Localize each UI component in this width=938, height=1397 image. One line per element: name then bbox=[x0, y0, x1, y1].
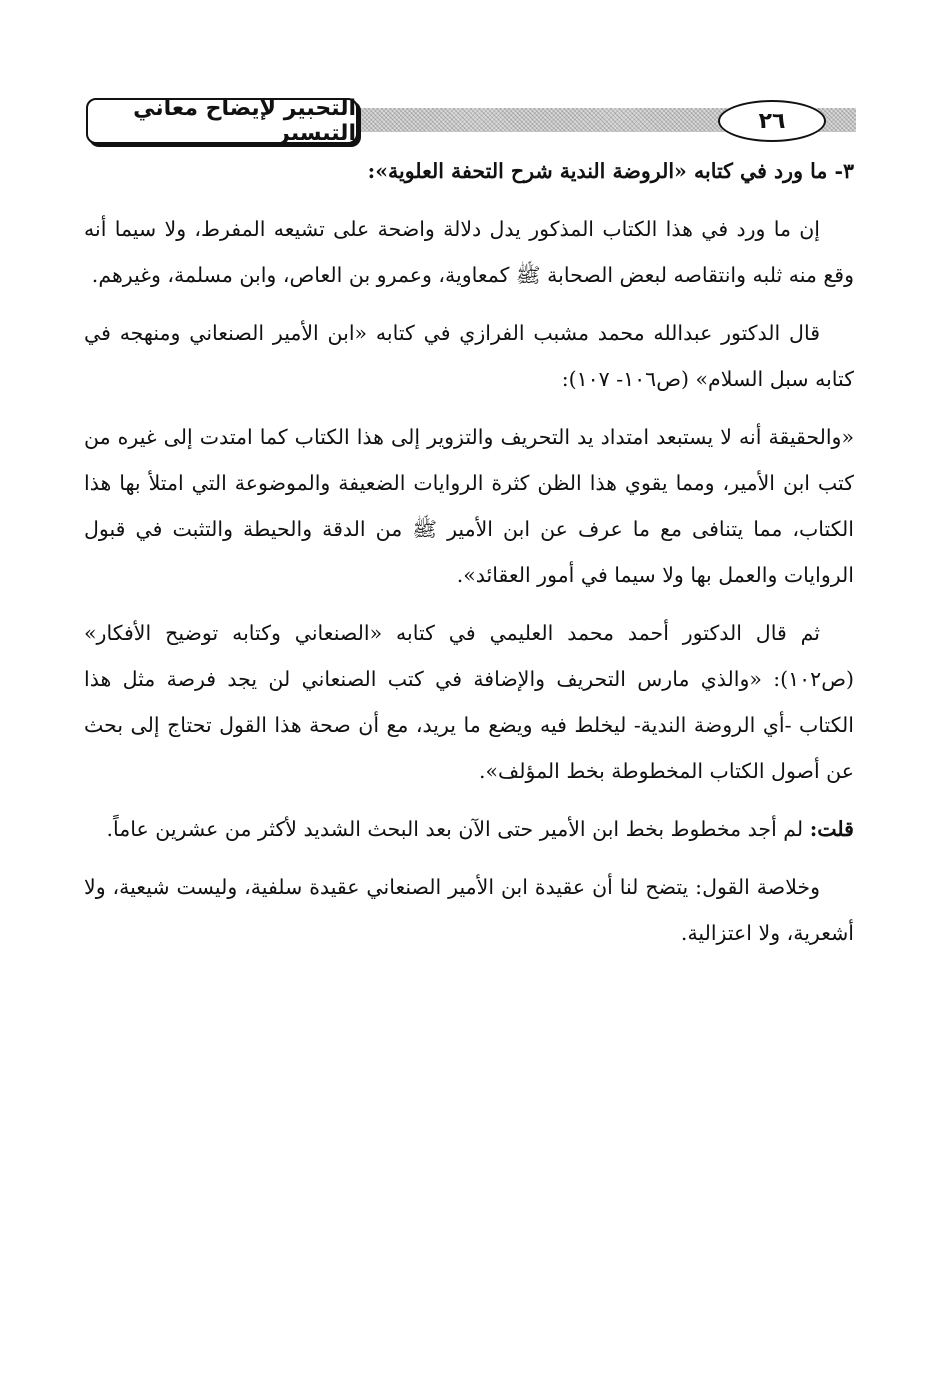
paragraph-1: إن ما ورد في هذا الكتاب المذكور يدل دلالة واضحة على تشيعه المفرط، ولا سيما أنه وقع منه ثلبه وانتقاصه لبعض الصحابة ﷺ كمعاوية، وعمرو بن العاص، وابن مسلمة، وغيرهم. bbox=[84, 217, 854, 287]
paragraph-5 bbox=[84, 806, 854, 852]
page-number: ٢٦ bbox=[758, 108, 786, 134]
paragraph-5-text: لم أجد مخطوط بخط ابن الأمير حتى الآن بعد البحث الشديد لأكثر من عشرين عاماً. bbox=[106, 817, 810, 841]
paragraph-5-lead: قلت: bbox=[809, 817, 854, 841]
paragraph-6: وخلاصة القول: يتضح لنا أن عقيدة ابن الأمير الصنعاني عقيدة سلفية، وليست شيعية، ولا أشعرية، ولا اعتزالية. bbox=[84, 875, 854, 945]
page-number-box bbox=[718, 100, 826, 142]
page-header bbox=[86, 98, 856, 144]
book-title: التحبير لإيضاح معاني التيسير bbox=[133, 96, 356, 146]
section-heading: ٣- ما ورد في كتابه «الروضة الندية شرح التحفة العلوية»: bbox=[367, 159, 854, 183]
page-content bbox=[84, 148, 854, 968]
book-title-box bbox=[86, 98, 358, 144]
paragraph-4: ثم قال الدكتور أحمد محمد العليمي في كتابه «الصنعاني وكتابه توضيح الأفكار» (ص١٠٢): «والذي مارس التحريف والإضافة في كتب الصنعاني لن يجد فرصة مثل هذا الكتاب -أي الروضة الندية- ليخلط فيه ويضع ما يريد، مع أن صحة هذا القول تحتاج إلى بحث عن أصول الكتاب المخطوطة بخط المؤلف». bbox=[84, 621, 854, 783]
paragraph-2: قال الدكتور عبدالله محمد مشبب الفرازي في كتابه «ابن الأمير الصنعاني ومنهجه في كتابه سبل السلام» (ص١٠٦- ١٠٧): bbox=[84, 321, 854, 391]
paragraph-3-quote: «والحقيقة أنه لا يستبعد امتداد يد التحريف والتزوير إلى هذا الكتاب كما امتدت إلى غيره من كتب ابن الأمير، ومما يقوي هذا الظن كثرة الروايات الضعيفة والموضوعة التي امتلأ بها هذا الكتاب، مما يتنافى مع ما عرف عن ابن الأمير ﷺ من الدقة والحيطة والتثبت في قبول الروايات والعمل بها ولا سيما في أمور العقائد». bbox=[84, 425, 854, 587]
